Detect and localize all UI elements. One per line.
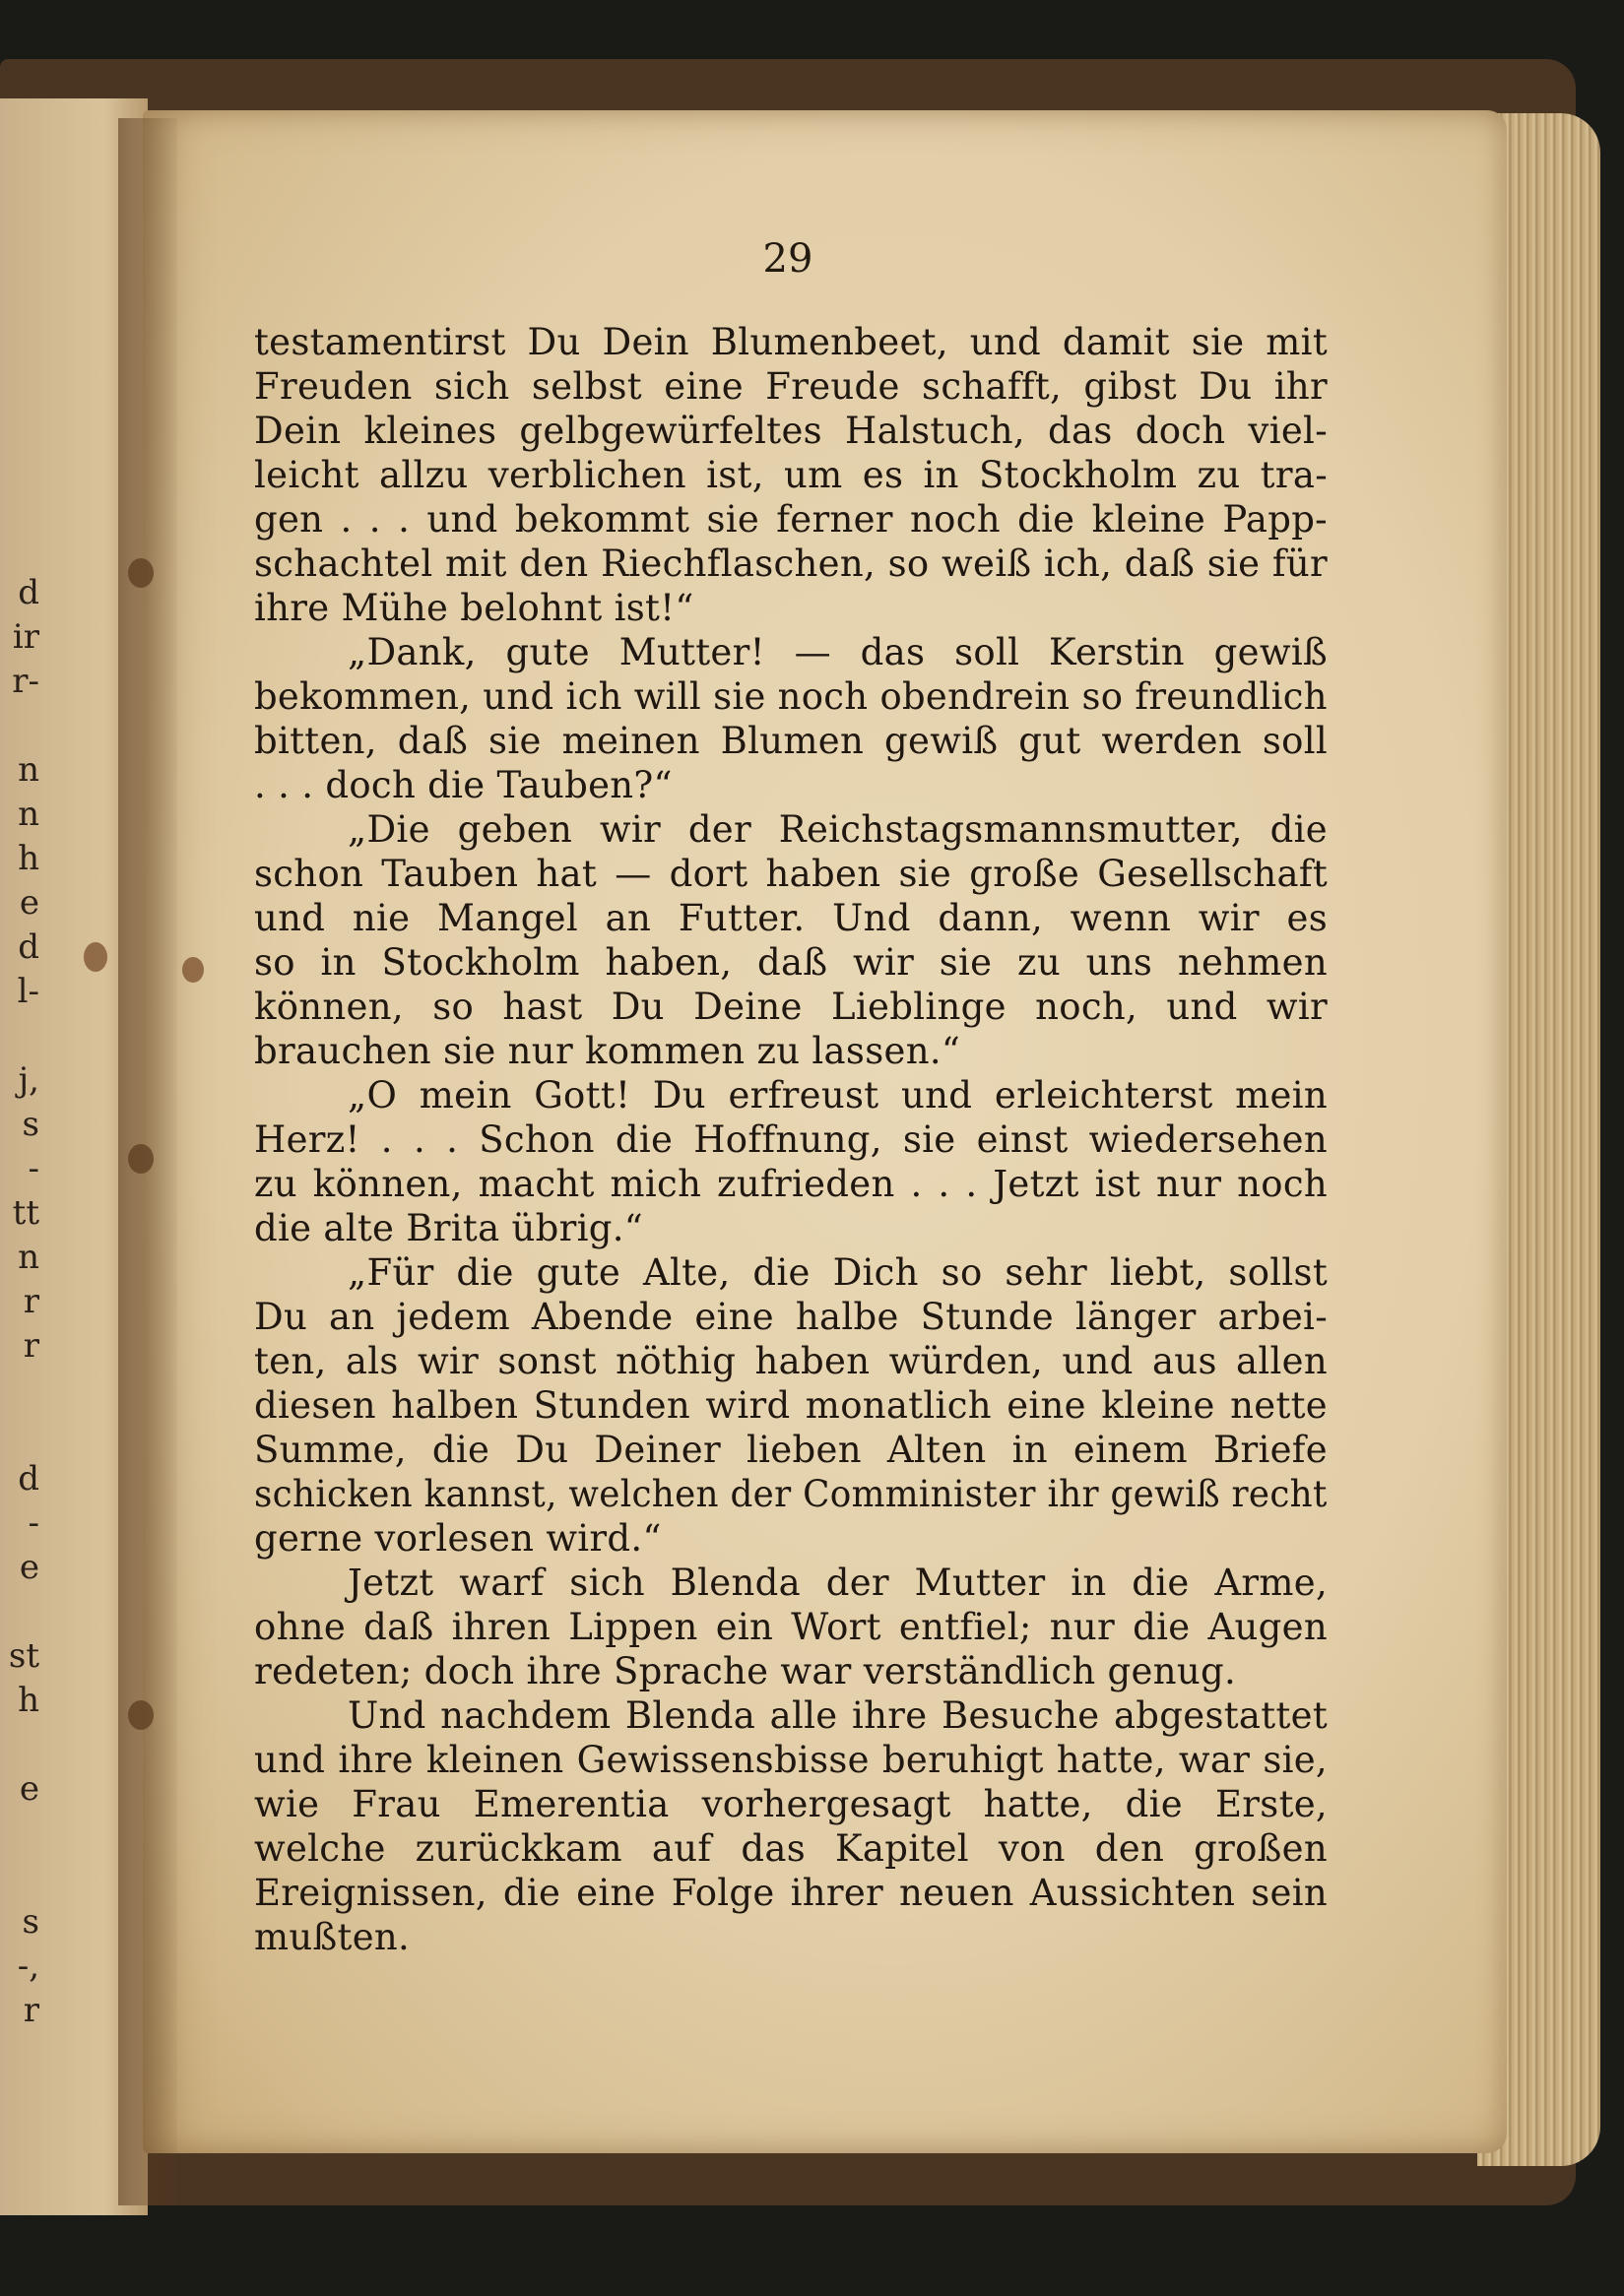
text-line: so in Stockholm haben, daß wir sie zu uns nehmen: [254, 941, 1328, 984]
text-line: schachtel mit den Riechflaschen, so weiß ich, daß sie für: [254, 542, 1328, 585]
left-page-fragment: d: [18, 573, 39, 612]
text-line: ihre Mühe belohnt ist!“: [254, 587, 694, 629]
foxing-spot: [182, 957, 204, 983]
left-page-fragment: ir: [12, 617, 39, 657]
text-line: Du an jedem Abende eine halbe Stunde länger arbei-: [254, 1296, 1328, 1338]
left-page-fragment: [0, 1413, 39, 1457]
text-line: Freuden sich selbst eine Freude schafft, gibst Du ihr: [254, 365, 1328, 408]
text-line: Herz! . . . Schon die Hoffnung, sie einst wiedersehen: [254, 1118, 1328, 1161]
left-page-fragment: -: [28, 1149, 39, 1188]
text-line: redeten; doch ihre Sprache war verständlich genug.: [254, 1650, 1237, 1692]
text-line: zu können, macht mich zufrieden . . . Jetzt ist nur noch: [254, 1163, 1328, 1205]
text-line: bekommen, und ich will sie noch obendrein so freundlich: [254, 675, 1328, 718]
left-page-fragment: e: [19, 1548, 39, 1587]
left-page-fragment: [0, 1590, 39, 1634]
left-page-fragment: n: [18, 795, 39, 834]
text-line: „O mein Gott! Du erfreust und erleichterst mein: [348, 1074, 1328, 1116]
text-line: diesen halben Stunden wird monatlich eine kleine nette: [254, 1384, 1328, 1427]
left-page-fragment: j,: [18, 1060, 39, 1100]
left-page-fragment: [0, 1812, 39, 1856]
left-page-fragment: l-: [17, 972, 39, 1011]
text-line: „Dank, gute Mutter! — das soll Kerstin gewiß: [348, 631, 1328, 673]
text-line: und ihre kleinen Gewissensbisse beruhigt hatte, war sie,: [254, 1739, 1328, 1781]
left-page-fragment: s: [22, 1105, 39, 1144]
left-page-fragment: e: [19, 883, 39, 923]
text-line: wie Frau Emerentia vorhergesagt hatte, die Erste,: [254, 1783, 1328, 1825]
text-line: „Die geben wir der Reichstagsmannsmutter, die: [348, 808, 1328, 851]
text-line: bitten, daß sie meinen Blumen gewiß gut werden soll: [254, 720, 1328, 762]
left-page-fragment: h: [18, 1681, 39, 1720]
left-page-fragment: r-: [12, 662, 39, 701]
text-line: „Für die gute Alte, die Dich so sehr liebt, sollst: [348, 1251, 1328, 1294]
text-line: gerne vorlesen wird.“: [254, 1517, 662, 1560]
text-line: und nie Mangel an Futter. Und dann, wenn wir es: [254, 897, 1328, 939]
left-page-fragment: [0, 1014, 39, 1058]
left-page-fragment: n: [18, 1238, 39, 1277]
text-line: ohne daß ihren Lippen ein Wort entfiel; nur die Augen: [254, 1606, 1328, 1648]
left-page-fragment: s: [22, 1902, 39, 1942]
text-line: Ereignissen, die eine Folge ihrer neuen Aussichten sein: [254, 1872, 1328, 1914]
text-line: schon Tauben hat — dort haben sie große Gesellschaft: [254, 853, 1328, 895]
left-page-fragment: tt: [12, 1193, 39, 1233]
left-page-fragment: -,: [17, 1946, 39, 1986]
foxing-spot: [84, 942, 107, 972]
text-line: Summe, die Du Deiner lieben Alten in einem Briefe: [254, 1429, 1328, 1471]
left-page-fragment: d: [18, 1459, 39, 1499]
left-page-fragment: [0, 1856, 39, 1900]
text-line: welche zurückkam auf das Kapitel von den großen: [254, 1827, 1328, 1870]
text-line: leicht allzu verblichen ist, um es in Stockholm zu tra-: [254, 454, 1328, 496]
left-page-fragment: [0, 704, 39, 748]
text-line: brauchen sie nur kommen zu lassen.“: [254, 1030, 961, 1072]
text-line: Und nachdem Blenda alle ihre Besuche abgestattet: [348, 1694, 1328, 1737]
text-line: ten, als wir sonst nöthig haben würden, und aus allen: [254, 1340, 1328, 1382]
text-line: testamentirst Du Dein Blumenbeet, und damit sie mit: [254, 321, 1328, 363]
left-page-text-fragments: [0, 571, 39, 2033]
text-line: schicken kannst, welchen der Comminister ihr gewiß recht: [254, 1473, 1328, 1515]
page-body-text: [254, 320, 1328, 1959]
left-page-fragment: n: [18, 750, 39, 790]
left-page-fragment: r: [23, 1991, 39, 2030]
left-page-fragment: r: [23, 1326, 39, 1366]
text-line: können, so hast Du Deine Lieblinge noch, und wir: [254, 986, 1328, 1028]
left-page-fragment: e: [19, 1769, 39, 1809]
left-page-fragment: r: [23, 1282, 39, 1321]
left-page-fragment: -: [28, 1503, 39, 1543]
left-page-fragment: d: [18, 927, 39, 967]
text-line: . . . doch die Tauben?“: [254, 764, 673, 806]
page-number: 29: [762, 236, 813, 282]
text-line: gen . . . und bekommt sie ferner noch die kleine Papp-: [254, 498, 1328, 541]
left-page-fragment: [0, 1369, 39, 1413]
gutter-shadow: [118, 118, 177, 2205]
left-page-fragment: h: [18, 839, 39, 878]
text-line: Jetzt warf sich Blenda der Mutter in die Arme,: [348, 1562, 1328, 1604]
text-line: die alte Brita übrig.“: [254, 1207, 643, 1249]
text-line: mußten.: [254, 1916, 411, 1958]
left-page-fragment: [0, 1723, 39, 1767]
left-page-fragment: st: [8, 1636, 39, 1676]
text-line: Dein kleines gelbgewürfeltes Halstuch, das doch viel-: [254, 410, 1328, 452]
